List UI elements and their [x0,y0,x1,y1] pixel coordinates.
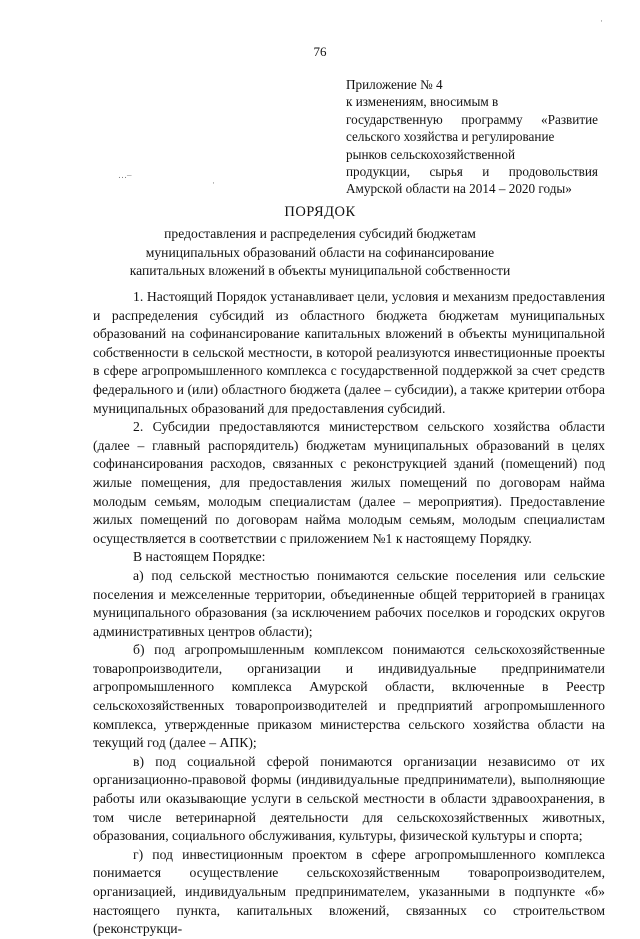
appendix-header [346,76,598,198]
appendix-line: государственную программу «Развитие [346,111,598,127]
paragraph: в) под социальной сферой понимаются организации независимо от их организационно-правовой формы (индивидуальные предприниматели), выполняющие работы или оказывающие услуги в сельской местности в области здравоохранения, в том числе ветеринарной деятельности для сельскохозяйственных животных, образования, социального обслуживания, культуры, физической культуры и спорта; [93,753,605,844]
scan-speck: · [600,16,603,26]
appendix-line: Амурской области на 2014 – 2020 годы» [346,181,572,197]
scan-speck: …– [118,170,132,180]
document-subtitle [0,225,640,281]
paragraph: б) под агропромышленным комплексом понимаются сельскохозяйственные товаропроизводители, организации и индивидуальные предприниматели агропромышленного комплекса Амурской области, включенные в Реестр сельскохозяйственных товаропроизводителей и предприятий агропромышленного комплекса, утвержденные приказом министерства сельского хозяйства области на текущий год (далее – АПК); [93,642,605,751]
scan-speck: · [212,178,215,188]
appendix-line: продукции, сырья и продовольствия [346,164,598,180]
appendix-line: рынков сельскохозяйственной [346,146,516,162]
page-number: 76 [313,44,327,59]
paragraph: г) под инвестиционным проектом в сфере агропромышленного комплекса понимается осуществление сельскохозяйственным товаропроизводителем, организацией, индивидуальным предпринимателем, указанными в подпункте «б» настоящего пункта, капитальных вложений, связанных со строительством (реконструкци- [93,846,605,937]
appendix-line: Приложение № 4 [346,77,443,92]
paragraph: 2. Субсидии предоставляются министерством сельского хозяйства области (далее – главный распорядитель) бюджетам муниципальных образований в целях софинансирования расходов, связанных с реконструкцией зданий (помещений) под жилые помещения, для предоставления жилых помещений по договорам найма молодым семьям, молодым специалистам (далее – мероприятия). Предоставление жилых помещений по договорам найма молодым семьям, молодым специалистам осуществляется в соответствии с приложением №1 к настоящему Порядку. [93,419,605,546]
document-body [93,288,605,939]
document-title: ПОРЯДОК [284,204,356,220]
subtitle-line: муниципальных образований области на софинансирование [145,244,495,260]
subtitle-line: предоставления и распределения субсидий бюджетам [164,226,476,241]
appendix-line: сельского хозяйства и регулирование [346,129,555,145]
paragraph: а) под сельской местностью понимаются сельские поселения или сельские поселения и межселенные территории, объединенные общей территорией в границах муниципального образования (за исключением рабочих поселков и городских округов административных центров области); [93,567,605,639]
paragraph: В настоящем Порядке: [133,549,266,565]
subtitle-line: капитальных вложений в объекты муниципальной собственности [129,263,511,278]
paragraph: 1. Настоящий Порядок устанавливает цели, условия и механизм предоставления и распределения субсидий из областного бюджета бюджетам муниципальных образований на софинансирование капитальных вложений в объекты муниципальной собственности в сельской местности, в которой реализуются инвестиционные проекты в сфере агропромышленного комплекса с государственной поддержкой за счет средств федерального и (или) областного бюджета (далее – субсидии), а также критерии отбора муниципальных образований для предоставления субсидий. [93,289,605,416]
appendix-line: к изменениям, вносимым в [346,94,499,110]
